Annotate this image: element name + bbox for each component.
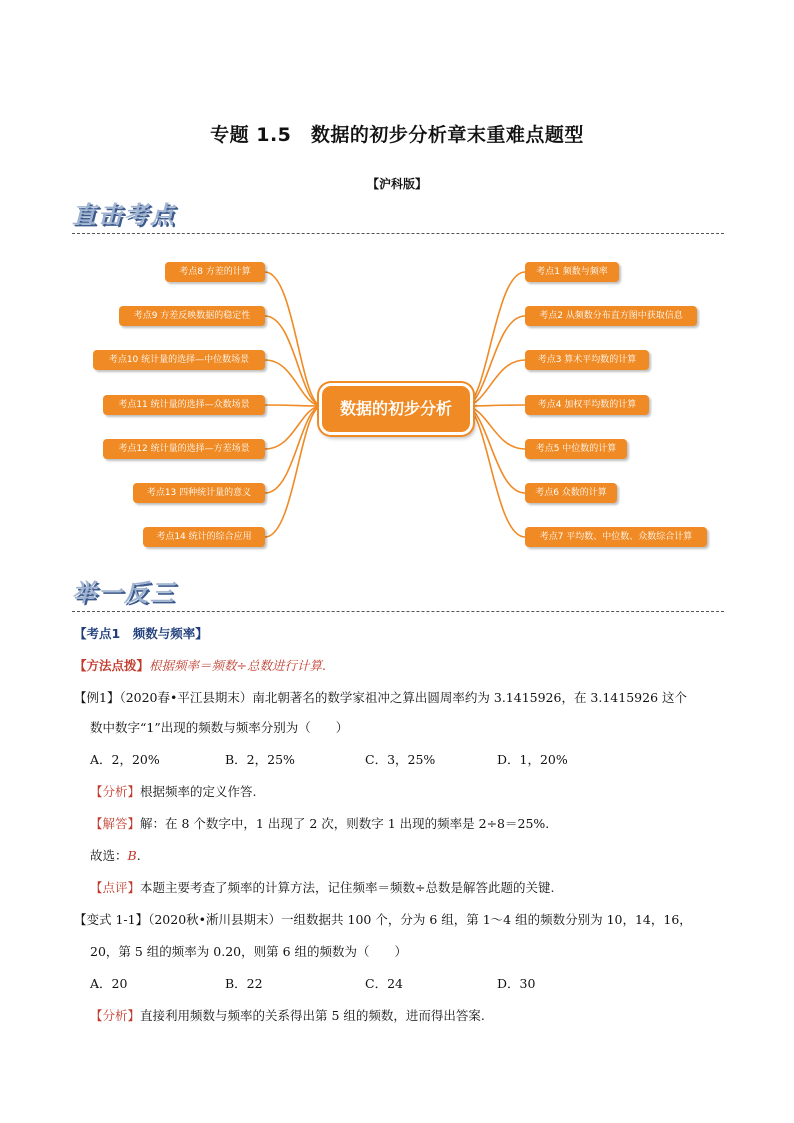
example-1-comment (90, 878, 554, 896)
variant-1-option-a: A．20 (90, 976, 128, 991)
example-1-text-1: （2020春•平江县期末）南北朝著名的数学家祖冲之算出圆周率约为 3.1415926，在 3.1415926 这个 (119, 690, 688, 705)
mindmap-node-label: 考点1 频数与频率 (536, 267, 608, 277)
mindmap-node-label: 考点3 算术平均数的计算 (537, 355, 637, 365)
variant-1-text-1: （2020秋•淅川县期末）一组数据共 100 个，分为 6 组，第 1～4 组的频数分别为 10，14，16， (148, 912, 692, 927)
section-banner-1-text: 直击考点 (72, 200, 176, 229)
connector-left-6 (265, 406, 322, 493)
mindmap-center-node (319, 383, 473, 435)
mindmap-node-label: 考点8 方差的计算 (179, 267, 251, 277)
variant-1-label: 【变式 1-1】 (74, 912, 149, 927)
example-1-answer (90, 814, 549, 832)
variant-1-option-d: D．30 (497, 976, 536, 991)
variant-1-option-b: B．22 (225, 976, 263, 991)
method-label: 【方法点拨】 (74, 658, 150, 673)
mindmap-node-label: 考点5 中位数的计算 (535, 444, 617, 454)
mindmap-node-label: 考点4 加权平均数的计算 (537, 400, 637, 410)
example-1-analysis-text: 根据频率的定义作答. (140, 784, 257, 799)
analysis-label: 【分析】 (90, 784, 141, 799)
variant-1-analysis (90, 1006, 485, 1024)
example-1-option-b: B．2，25% (225, 752, 295, 767)
example-1-label: 【例1】 (74, 690, 120, 705)
mindmap-node-right-6 (525, 483, 617, 503)
mindmap-center-label: 数据的初步分析 (339, 399, 452, 418)
example-1-comment-text: 本题主要考查了频率的计算方法，记住频率＝频数÷总数是解答此题的关键. (140, 880, 555, 895)
mindmap-node-label: 考点14 统计的综合应用 (156, 532, 252, 542)
section-banner-2-text: 举一反三 (72, 578, 176, 607)
mindmap-node-left-5 (103, 439, 265, 459)
example-1-analysis (90, 782, 257, 800)
mindmap-node-label: 考点13 四种统计量的意义 (146, 488, 252, 498)
variant-1-analysis-text: 直接利用频数与频率的关系得出第 5 组的频数，进而得出答案. (140, 1008, 485, 1023)
section-rule-2 (72, 611, 724, 612)
example-1-line-1 (74, 688, 687, 706)
analysis-label: 【分析】 (90, 1008, 141, 1023)
mindmap-node-label: 考点6 众数的计算 (535, 488, 607, 498)
example-1-line-2: 数中数字“1”出现的频数与频率分别为（ ） (90, 720, 349, 735)
section-banner-2 (72, 576, 724, 612)
page-title: 专题 1.5 数据的初步分析章末重难点题型 (210, 124, 584, 146)
example-1-choice (90, 846, 141, 864)
method-text: 根据频率＝频数÷总数进行计算. (149, 658, 326, 673)
mindmap-node-left-4 (103, 395, 265, 415)
edition-label: 【沪科版】 (366, 177, 427, 191)
mindmap-node-left-7 (143, 527, 265, 547)
choice-end: . (136, 848, 141, 863)
mindmap-node-right-5 (525, 439, 627, 459)
connector-left-1 (265, 272, 322, 406)
example-1-answer-text: 解：在 8 个数字中，1 出现了 2 次，则数字 1 出现的频率是 2÷8＝25%. (140, 816, 550, 831)
mindmap-node-right-3 (525, 350, 649, 370)
connector-right-7 (464, 406, 525, 537)
example-1-option-c: C．3，25% (365, 752, 436, 767)
mindmap-node-left-1 (165, 262, 265, 282)
mindmap-node-right-7 (525, 527, 707, 547)
connector-left-7 (265, 406, 322, 537)
variant-1-option-c: C．24 (365, 976, 403, 991)
variant-1-line-1 (74, 910, 692, 928)
mindmap-node-label: 考点9 方差反映数据的稳定性 (133, 311, 251, 321)
mindmap-node-right-1 (525, 262, 619, 282)
answer-label: 【解答】 (90, 816, 141, 831)
connector-left-4 (265, 405, 322, 406)
mindmap-node-left-3 (93, 350, 265, 370)
mindmap-node-label: 考点2 从频数分布直方图中获取信息 (539, 311, 683, 321)
connector-right-1 (464, 272, 525, 406)
comment-label: 【点评】 (90, 880, 141, 895)
mindmap-node-left-2 (119, 306, 265, 326)
variant-1-line-2: 20，第 5 组的频率为 0.20，则第 6 组的频数为（ ） (90, 944, 408, 959)
example-1-option-a: A．2，20% (90, 752, 160, 767)
mindmap-node-right-4 (525, 395, 649, 415)
mindmap-node-left-6 (133, 483, 265, 503)
method-tip (74, 656, 326, 674)
mindmap-node-label: 考点11 统计量的选择—众数场景 (118, 400, 250, 410)
mindmap-node-label: 考点7 平均数、中位数、众数综合计算 (539, 532, 693, 542)
connector-right-4 (464, 405, 525, 406)
example-1-option-d: D．1，20% (497, 752, 568, 767)
mindmap-node-label: 考点10 统计量的选择—中位数场景 (108, 355, 250, 365)
choice-label: 故选： (90, 848, 128, 863)
topic-heading: 【考点1 频数与频率】 (74, 626, 208, 641)
choice-value: B (127, 848, 137, 863)
mindmap-node-right-2 (525, 306, 697, 326)
mindmap-node-label: 考点12 统计量的选择—方差场景 (118, 444, 250, 454)
